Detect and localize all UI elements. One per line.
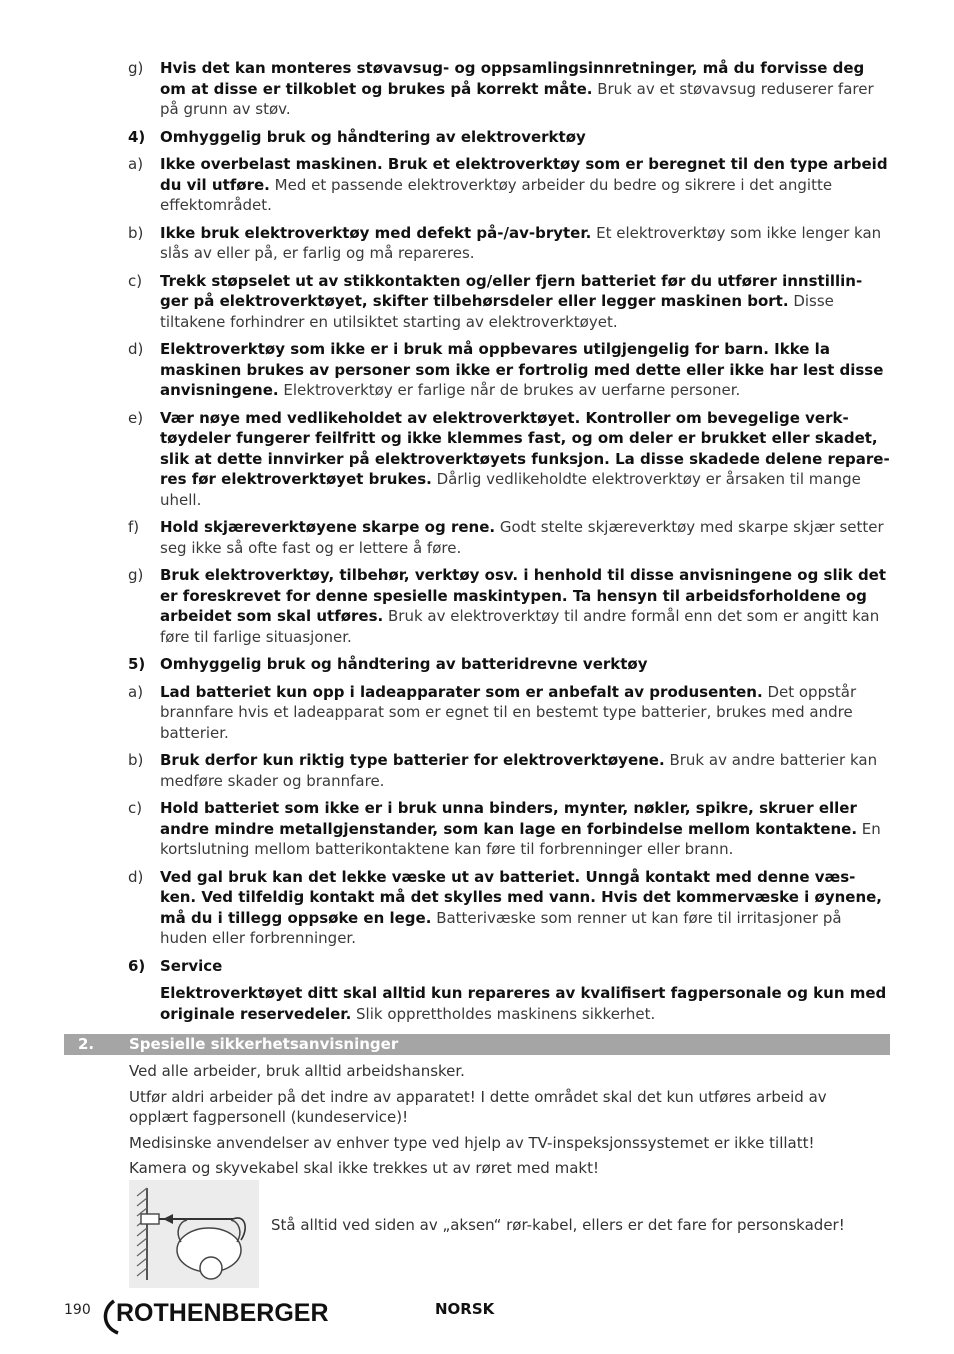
item-text (160, 867, 890, 949)
item-bold-text: Hold batteriet som ikke er i bruk unna binders, mynter, nøkler, spikre, skruer eller andre mindre metallgjenstander, som kan lage en forbindelse mellom kontaktene. (160, 799, 858, 838)
item-regular-text: Bruk av elektroverktøy til andre formål enn det som er angitt kan føre til farlige situasjoner. (160, 607, 880, 646)
section-body (129, 1061, 869, 1179)
safety-item (128, 654, 890, 675)
item-regular-text: En kortslutning mellom batterikontaktene kan føre til forbrenninger eller brann. (160, 819, 881, 858)
safety-item (128, 750, 890, 791)
item-regular-text: Et elektroverktøy som ikke lenger kan slås av eller på, er farlig og må repareres. (160, 223, 882, 262)
item-marker: 4) (128, 127, 146, 146)
item-marker: d) (128, 340, 144, 358)
item-marker: e) (128, 408, 144, 427)
brand-name: ROTHENBERGER (116, 1299, 329, 1327)
warning-figure-row (129, 1180, 889, 1290)
item-regular-text: Elektroverktøy er farlige når de brukes av uerfarne personer. (278, 381, 741, 399)
item-bold-text: Bruk elektroverktøy, tilbehør, verktøy osv. i henhold til disse anvisningene og slik det er foreskrevet for denne spesielle maskintypen. Ta hensyn til arbeidsforholdene og arbeidet som skal utføres. (160, 566, 887, 625)
item-bold-text: Bruk derfor kun riktig type batterier for elektroverktøyene. (160, 751, 665, 769)
rothenberger-logo (100, 1295, 350, 1335)
item-bold-text: Vær nøye med vedlikeholdet av elektroverktøyet. Kontroller om bevegelige verk-tøydeler fungerer feilfritt og ikke klemmes fast, og om deler er brukket eller skadet, slik at dette innvirker på elektroverktøyets funksjon. La disse skadede delene repare-res før elektroverktøyet brukes. (160, 408, 890, 488)
person-beside-pipe-illustration (129, 1180, 259, 1288)
safety-item (128, 565, 890, 647)
item-marker: b) (128, 223, 144, 242)
item-text (160, 517, 890, 558)
safety-item (128, 58, 890, 120)
item-bold-text: Elektroverktøy som ikke er i bruk må oppbevares utilgjengelig for barn. Ikke la maskinen brukes av personer som ikke er fortrolig med dette eller ikke har lest disse anvisningene. (160, 340, 884, 399)
item-bold-text: Hvis det kan monteres støvavsug- og oppsamlingsinnretninger, må du forvisse deg om at disse er tilkoblet og brukes på korrekt måte. (160, 59, 865, 98)
item-bold-text: Service (160, 956, 223, 975)
item-bold-text: Omhyggelig bruk og håndtering av elektroverktøy (160, 127, 586, 146)
item-marker: 5) (128, 655, 146, 673)
item-bold-text: Lad batteriet kun opp i ladeapparater som er anbefalt av produsenten. (160, 682, 763, 701)
item-text (160, 565, 890, 647)
item-marker: g) (128, 59, 144, 77)
safety-item (128, 271, 890, 333)
safety-item (128, 798, 890, 860)
item-bold-text: Ikke overbelast maskinen. Bruk et elektroverktøy som er beregnet til den type arbeid du vil utføre. (160, 155, 888, 194)
item-text (160, 58, 890, 120)
page-footer (0, 1295, 954, 1335)
section-header (64, 1034, 890, 1055)
item-text (160, 154, 890, 216)
item-bold-text: Omhyggelig bruk og håndtering av batteridrevne verktøy (160, 655, 648, 673)
page-number: 190 (64, 1302, 91, 1318)
safety-item (128, 339, 890, 401)
item-text (160, 750, 890, 791)
item-regular-text: Bruk av et støvavsug reduserer farer på grunn av støv. (160, 79, 874, 118)
figure-caption: Stå alltid ved siden av „aksen“ rør-kabel, ellers er det fare for personskader! (271, 1216, 845, 1234)
item-regular-text: Dårlig vedlikeholdte elektroverktøy er årsaken til mange uhell. (160, 470, 861, 509)
item-marker: d) (128, 867, 144, 886)
paragraph: Kamera og skyvekabel skal ikke trekkes ut av røret med makt! (129, 1159, 599, 1177)
item-marker: c) (128, 271, 143, 290)
safety-item (128, 127, 890, 148)
item-regular-text: Det oppstår brannfare hvis et ladeapparat som er egnet til en bestemt type batterier, brukes med andre batterier. (160, 682, 857, 742)
safety-items (0, 58, 954, 1024)
item-marker: a) (128, 682, 144, 701)
item-text (160, 408, 890, 511)
item-regular-text: Slik opprettholdes maskinens sikkerhet. (351, 1004, 656, 1023)
item-text (160, 339, 890, 401)
item-bold-text: Ved gal bruk kan det lekke væske ut av batteriet. Unngå kontakt med denne væs-ken. Ved tilfeldig kontakt må det skylles med vann. Hvis det kommervæske i øynene, må du i tillegg oppsøke en lege. (160, 867, 882, 927)
item-marker: a) (128, 155, 144, 173)
safety-item (160, 983, 890, 1024)
item-text (160, 127, 890, 148)
item-text (160, 956, 890, 977)
safety-item (128, 223, 890, 264)
item-regular-text: Batterivæske som renner ut kan føre til irritasjoner på huden eller forbrenninger. (160, 908, 842, 947)
item-text (160, 271, 890, 333)
item-marker: f) (128, 518, 140, 536)
paragraph: Utfør aldri arbeider på det indre av apparatet! I dette området skal det kun utføres arbeid av opplært fagpersonell (kundeservice)! (129, 1087, 827, 1126)
item-regular-text: Med et passende elektroverktøy arbeider du bedre og sikrere i det angitte effektområdet. (160, 175, 833, 214)
item-bold-text: Elektroverktøyet ditt skal alltid kun repareres av kvalifisert fagpersonale og kun med originale reservedeler. (160, 984, 887, 1023)
safety-item (128, 867, 890, 949)
safety-item (128, 408, 890, 511)
item-marker: 6) (128, 956, 146, 975)
item-text (160, 798, 890, 860)
paragraph: Medisinske anvendelser av enhver type ved hjelp av TV-inspeksjonssystemet er ikke tillatt! (129, 1133, 815, 1152)
item-bold-text: Ikke bruk elektroverktøy med defekt på-/av-bryter. (160, 223, 592, 242)
item-text (160, 682, 890, 744)
manual-content (0, 58, 954, 1184)
safety-item (128, 517, 890, 558)
paragraph: Ved alle arbeider, bruk alltid arbeidshansker. (129, 1062, 465, 1080)
item-text (160, 654, 890, 675)
item-marker: b) (128, 751, 144, 769)
item-marker: c) (128, 799, 143, 817)
item-regular-text: Godt stelte skjæreverktøy med skarpe skjær setter seg ikke så ofte fast og er lettere å føre. (160, 518, 884, 557)
section-number: 2. (78, 1035, 95, 1053)
language-label: NORSK (435, 1300, 495, 1318)
item-text (160, 983, 890, 1024)
safety-item (128, 682, 890, 744)
section-title: Spesielle sikkerhetsanvisninger (129, 1035, 399, 1053)
item-bold-text: Trekk støpselet ut av stikkontakten og/eller fjern batteriet før du utfører innstillin-ger på elektroverktøyet, skifter tilbehørsdeler eller legger maskinen bort. (160, 271, 863, 310)
item-marker: g) (128, 566, 144, 584)
safety-item (128, 154, 890, 216)
safety-item (128, 956, 890, 977)
item-bold-text: Hold skjæreverktøyene skarpe og rene. (160, 518, 496, 536)
item-text (160, 223, 890, 264)
item-regular-text: Disse tiltakene forhindrer en utilsiktet starting av elektroverktøyet. (160, 292, 834, 331)
item-regular-text: Bruk av andre batterier kan medføre skader og brannfare. (160, 751, 878, 790)
